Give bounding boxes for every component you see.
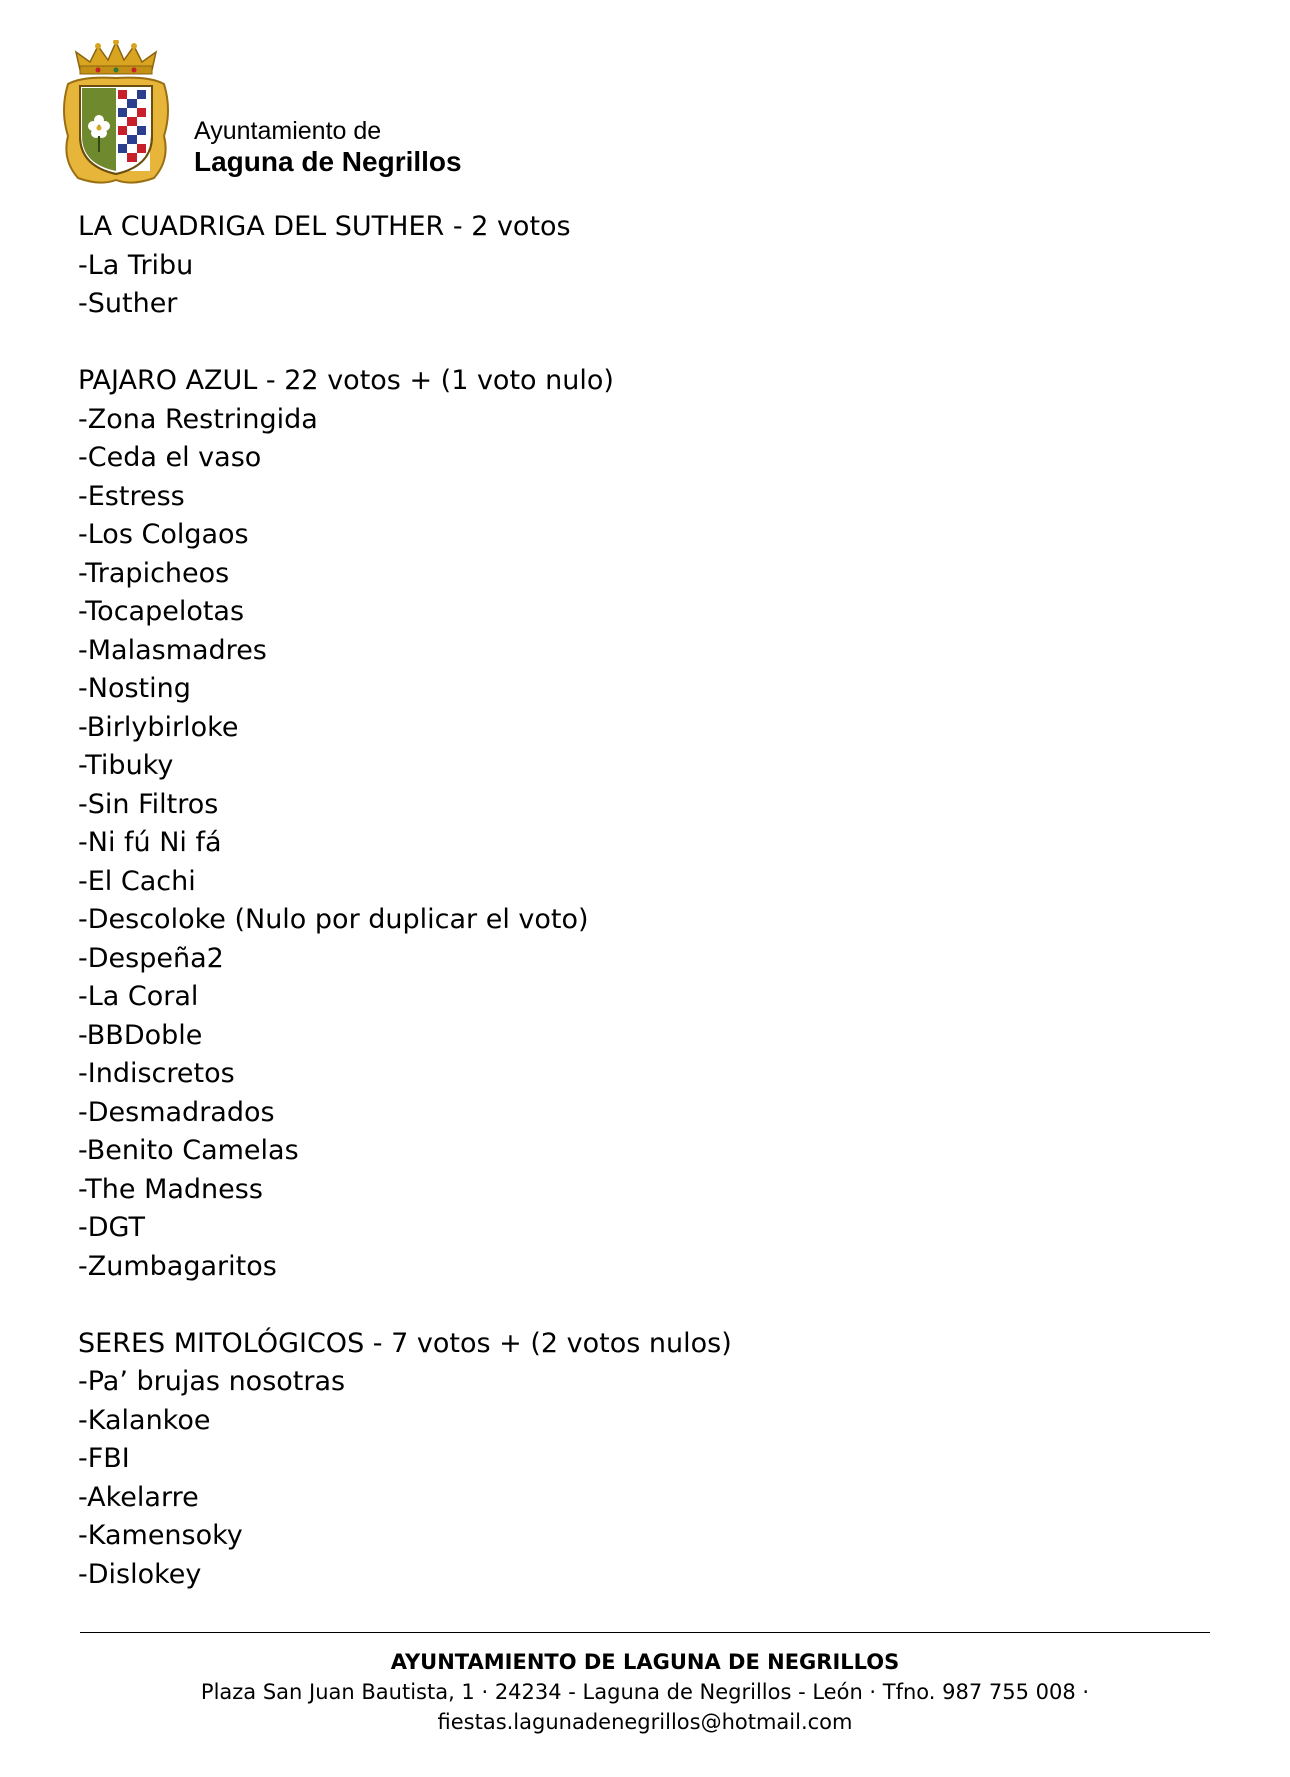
- footer-organization: AYUNTAMIENTO DE LAGUNA DE NEGRILLOS: [390, 1650, 900, 1674]
- list-item: -Pa’ brujas nosotras: [78, 1366, 346, 1397]
- crown-icon: [76, 40, 156, 74]
- list-item: -DGT: [78, 1212, 145, 1243]
- list-item: -Dislokey: [78, 1558, 202, 1590]
- list-item: -Kamensoky: [78, 1520, 243, 1551]
- group-title: LA CUADRIGA DEL SUTHER - 2 votos: [78, 211, 571, 242]
- municipal-coat-of-arms-icon: [60, 40, 172, 186]
- list-item: -La Coral: [78, 981, 199, 1012]
- org-line-2: Laguna de Negrillos: [194, 146, 462, 177]
- letterhead: [60, 40, 760, 190]
- list-item: -Estress: [78, 480, 185, 512]
- footer-divider: [80, 1632, 1210, 1633]
- list-item: -La Tribu: [78, 249, 194, 281]
- list-item: -Birlybirloke: [78, 711, 239, 743]
- page-footer: [80, 1632, 1210, 1737]
- list-item: -Benito Camelas: [78, 1135, 299, 1166]
- list-item: -Zumbagaritos: [78, 1250, 277, 1282]
- list-item: -Trapicheos: [78, 557, 230, 589]
- list-item: -Zona Restringida: [78, 403, 318, 435]
- organization-name: [194, 116, 462, 178]
- list-item: -Suther: [78, 288, 178, 319]
- list-item: -Tocapelotas: [78, 596, 245, 627]
- group-seres-mitologicos: [78, 1325, 1198, 1595]
- list-item: -Indiscretos: [78, 1058, 235, 1089]
- list-item: -Akelarre: [78, 1481, 199, 1513]
- list-item: -BBDoble: [78, 1019, 203, 1051]
- list-item: -Despeña2: [78, 942, 224, 974]
- list-item: -Sin Filtros: [78, 788, 219, 820]
- vote-results: [78, 208, 1198, 1633]
- list-item: -Malasmadres: [78, 634, 267, 666]
- org-line-1: Ayuntamiento de: [194, 117, 382, 145]
- list-item: -Nosting: [78, 673, 191, 704]
- group-pajaro-azul: [78, 362, 1198, 1286]
- list-item: -Los Colgaos: [78, 519, 249, 550]
- list-item: -FBI: [78, 1443, 130, 1474]
- group-title: PAJARO AZUL - 22 votos + (1 voto nulo): [78, 365, 614, 396]
- group-title: SERES MITOLÓGICOS - 7 votos + (2 votos nulos): [78, 1327, 732, 1359]
- list-item: -Ceda el vaso: [78, 442, 262, 473]
- list-item: -The Madness: [78, 1173, 263, 1205]
- footer-email: fiestas.lagunadenegrillos@hotmail.com: [437, 1710, 853, 1734]
- list-item: -Kalankoe: [78, 1404, 211, 1436]
- footer-address: Plaza San Juan Bautista, 1 · 24234 - Laguna de Negrillos - León · Tfno. 987 755 008 ·: [200, 1680, 1090, 1704]
- list-item: -Desmadrados: [78, 1096, 275, 1128]
- group-la-cuadriga-del-suther: [78, 208, 1198, 324]
- list-item: -Ni fú Ni fá: [78, 827, 222, 858]
- list-item: -El Cachi: [78, 865, 196, 897]
- list-item: -Tibuky: [78, 750, 174, 781]
- list-item: -Descoloke (Nulo por duplicar el voto): [78, 904, 589, 935]
